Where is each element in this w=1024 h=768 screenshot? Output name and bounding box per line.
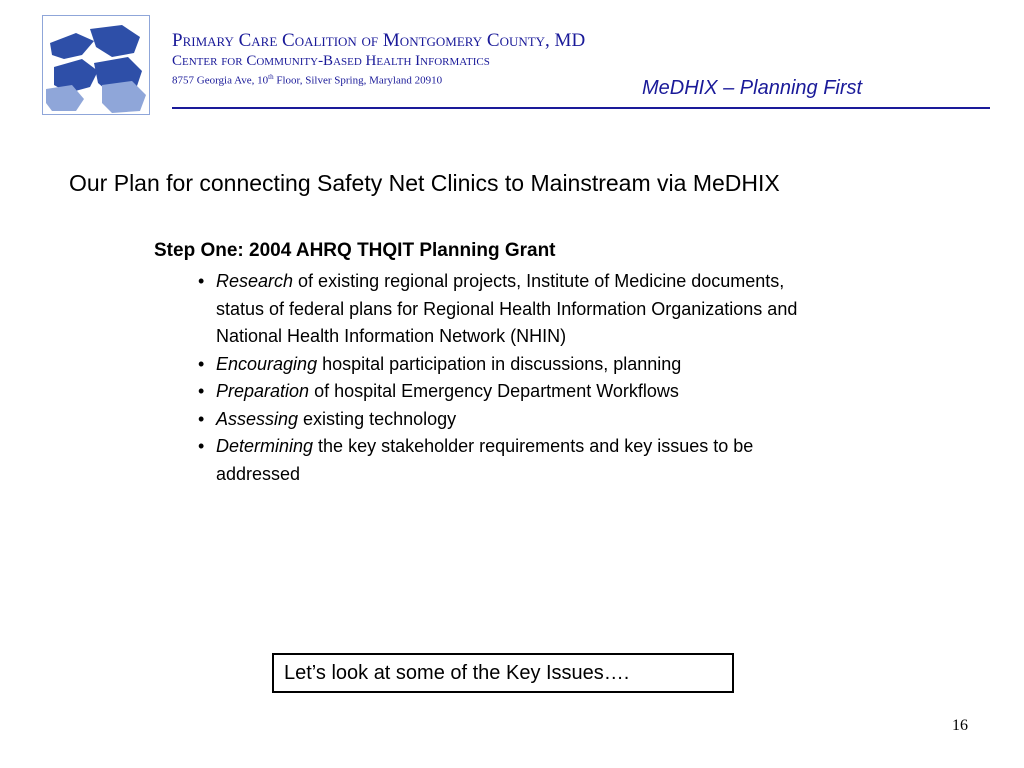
bullet-emphasis: Determining [216, 436, 314, 456]
header-divider [172, 107, 990, 109]
page-heading: Our Plan for connecting Safety Net Clinics to Mainstream via MeDHIX [69, 170, 780, 196]
bullet-list [198, 268, 818, 488]
slide-title: MeDHIX – Planning First [642, 77, 863, 99]
list-item [198, 268, 818, 351]
list-item [198, 378, 818, 406]
bullet-text: of hospital Emergency Department Workflows [309, 381, 679, 401]
bullet-emphasis: Preparation [216, 381, 310, 401]
list-item [198, 351, 818, 379]
bullet-text: hospital participation in discussions, planning [317, 353, 682, 374]
org-name: Primary Care Coalition of Montgomery County, MD [172, 30, 586, 51]
list-item [198, 406, 818, 434]
key-issues-callout: Let’s look at some of the Key Issues…. [272, 653, 734, 693]
org-center-name: Center for Community-Based Health Informatics [172, 53, 490, 69]
address-sup: th [268, 73, 274, 81]
bullet-text: the key stakeholder requirements and key issues to be addressed [216, 436, 754, 484]
address-suffix: Floor, Silver Spring, Maryland 20910 [273, 74, 443, 87]
bullet-emphasis: Research [216, 271, 294, 291]
address-prefix: 8757 Georgia Ave, 10 [172, 74, 269, 87]
bullet-text: existing technology [298, 408, 457, 429]
page-number: 16 [952, 717, 968, 734]
bullet-text: of existing regional projects, Institute of Medicine documents, status of federal plans for Regional Health Information Organizations and National Health Information Network (NHIN) [216, 271, 798, 346]
coalition-logo [42, 15, 150, 115]
bullet-emphasis: Assessing [216, 408, 299, 429]
org-address [172, 70, 585, 88]
step-title: Step One: 2004 AHRQ THQIT Planning Grant [154, 240, 556, 261]
list-item [198, 433, 818, 488]
org-header [172, 30, 585, 88]
bullet-emphasis: Encouraging [216, 353, 318, 374]
